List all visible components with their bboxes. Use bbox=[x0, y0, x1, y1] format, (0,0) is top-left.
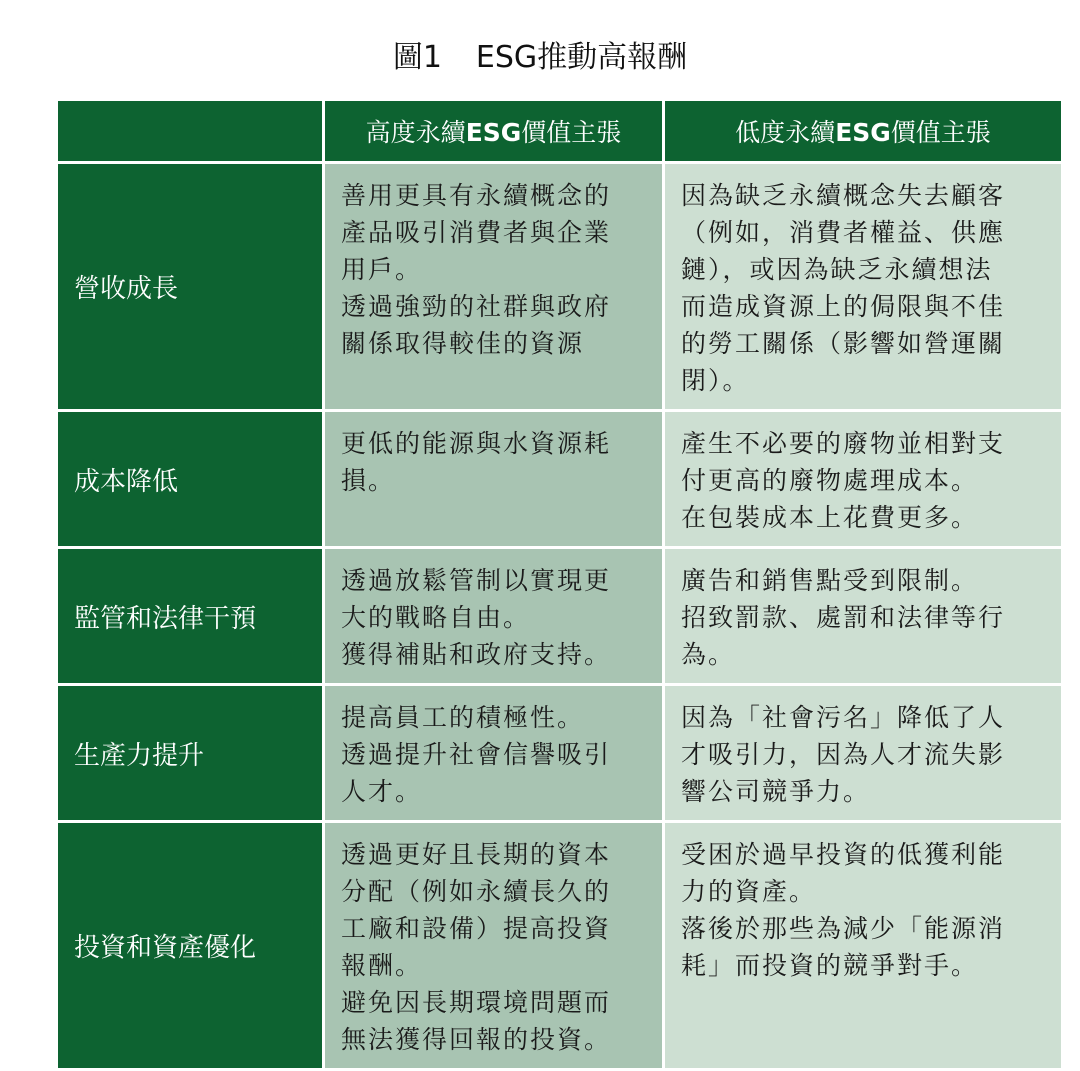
table-row bbox=[58, 164, 1061, 409]
cell-text-line: 大的戰略自由。 bbox=[341, 603, 531, 632]
low-esg-cell bbox=[665, 823, 1061, 1068]
row-label: 投資和資產優化 bbox=[58, 823, 322, 1068]
cell-text-line: 獲得補貼和政府支持。 bbox=[341, 640, 612, 669]
header-high-esg bbox=[325, 101, 662, 161]
cell-text-line: 付更高的廢物處理成本。 bbox=[681, 466, 979, 495]
row-label: 營收成長 bbox=[58, 164, 322, 409]
cell-text-line: 受困於過早投資的低獲利能 bbox=[681, 840, 1006, 869]
cell-text-line: 透過更好且長期的資本 bbox=[341, 840, 612, 869]
table-row bbox=[58, 549, 1061, 683]
cell-text-line: 產品吸引消費者與企業 bbox=[341, 218, 612, 247]
header-low-post: 價值主張 bbox=[890, 118, 991, 147]
header-row bbox=[58, 101, 1061, 161]
table-row bbox=[58, 412, 1061, 546]
cell-text-line: 響公司競爭力。 bbox=[681, 777, 871, 806]
cell-text-line: 關係取得較佳的資源 bbox=[341, 329, 585, 358]
header-low-esg bbox=[665, 101, 1061, 161]
low-esg-cell bbox=[665, 412, 1061, 546]
table-row bbox=[58, 823, 1061, 1068]
cell-text-line: 更低的能源與水資源耗 bbox=[341, 429, 612, 458]
header-low-pre: 低度永續 bbox=[735, 118, 836, 147]
cell-text-line: 閉）。 bbox=[681, 366, 750, 395]
high-esg-cell bbox=[325, 412, 662, 546]
high-esg-cell bbox=[325, 549, 662, 683]
cell-text-line: 透過強勁的社群與政府 bbox=[341, 292, 612, 321]
cell-text-line: 透過放鬆管制以實現更 bbox=[341, 566, 612, 595]
cell-text-line: 而造成資源上的侷限與不佳 bbox=[681, 292, 1006, 321]
cell-text-line: 因為「社會污名」降低了人 bbox=[681, 703, 1006, 732]
cell-text-line: （例如，消費者權益、供應 bbox=[681, 218, 1006, 247]
cell-text-line: 為。 bbox=[681, 640, 736, 669]
figure-title-text: ESG推動高報酬 bbox=[475, 40, 688, 75]
cell-text-line: 避免因長期環境問題而 bbox=[341, 988, 612, 1017]
table-row bbox=[58, 686, 1061, 820]
cell-text-line: 鏈），或因為缺乏永續想法 bbox=[681, 255, 993, 284]
row-label: 生產力提升 bbox=[58, 686, 322, 820]
high-esg-cell bbox=[325, 164, 662, 409]
high-esg-cell bbox=[325, 823, 662, 1068]
figure-number: 圖1 bbox=[392, 40, 442, 75]
high-esg-cell bbox=[325, 686, 662, 820]
cell-text-line: 提高員工的積極性。 bbox=[341, 703, 585, 732]
cell-text-line: 用戶。 bbox=[341, 255, 423, 284]
cell-text-line: 招致罰款、處罰和法律等行 bbox=[681, 603, 1006, 632]
cell-text-line: 工廠和設備）提高投資 bbox=[341, 914, 612, 943]
cell-text-line: 在包裝成本上花費更多。 bbox=[681, 503, 979, 532]
low-esg-cell bbox=[665, 164, 1061, 409]
header-corner bbox=[58, 101, 322, 161]
row-label: 成本降低 bbox=[58, 412, 322, 546]
esg-value-table bbox=[55, 98, 1064, 1071]
cell-text-line: 廣告和銷售點受到限制。 bbox=[681, 566, 979, 595]
header-high-post: 價值主張 bbox=[521, 118, 622, 147]
header-high-bold: ESG bbox=[465, 118, 522, 147]
low-esg-cell bbox=[665, 549, 1061, 683]
cell-text-line: 產生不必要的廢物並相對支 bbox=[681, 429, 1006, 458]
low-esg-cell bbox=[665, 686, 1061, 820]
cell-text-line: 無法獲得回報的投資。 bbox=[341, 1025, 612, 1054]
cell-text-line: 損。 bbox=[341, 466, 396, 495]
cell-text-line: 落後於那些為減少「能源消 bbox=[681, 914, 1006, 943]
cell-text-line: 人才。 bbox=[341, 777, 423, 806]
cell-text-line: 的勞工關係（影響如營運關 bbox=[681, 329, 1006, 358]
cell-text-line: 善用更具有永續概念的 bbox=[341, 181, 612, 210]
cell-text-line: 因為缺乏永續概念失去顧客 bbox=[681, 181, 1006, 210]
header-low-bold: ESG bbox=[835, 118, 891, 147]
cell-text-line: 分配（例如永續長久的 bbox=[341, 877, 612, 906]
cell-text-line: 力的資產。 bbox=[681, 877, 817, 906]
cell-text-line: 才吸引力，因為人才流失影 bbox=[681, 740, 1006, 769]
row-label: 監管和法律干預 bbox=[58, 549, 322, 683]
cell-text-line: 透過提升社會信譽吸引 bbox=[341, 740, 612, 769]
header-high-pre: 高度永續 bbox=[365, 118, 466, 147]
cell-text-line: 報酬。 bbox=[341, 951, 423, 980]
figure-title bbox=[0, 36, 1080, 80]
cell-text-line: 耗」而投資的競爭對手。 bbox=[681, 951, 979, 980]
